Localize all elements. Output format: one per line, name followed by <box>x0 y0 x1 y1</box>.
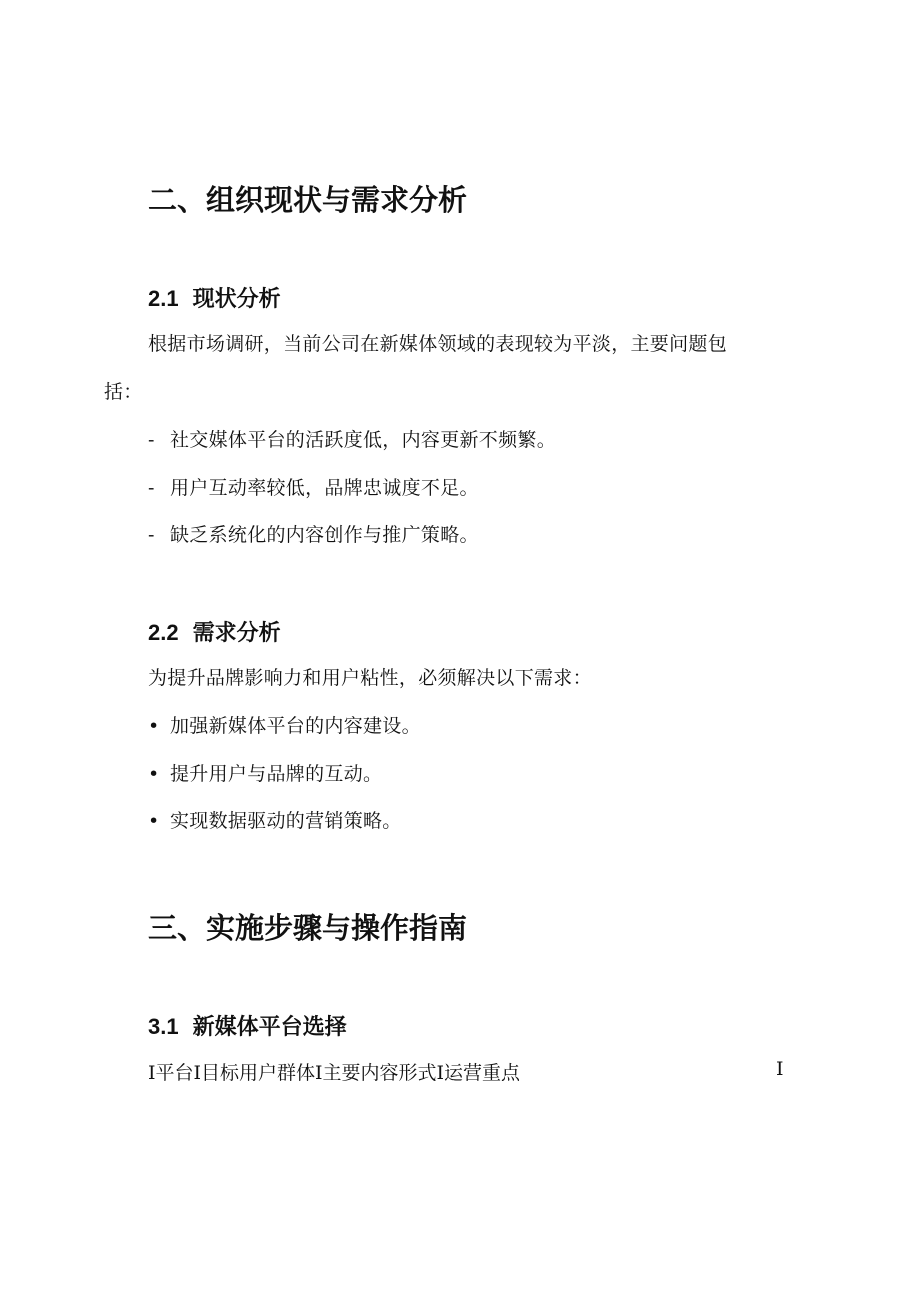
subsection-title: 新媒体平台选择 <box>192 1015 347 1040</box>
dash-marker: - <box>148 524 155 546</box>
paragraph-line: 根据市场调研，当前公司在新媒体领域的表现较为平淡，主要问题包 <box>148 333 728 355</box>
list-item <box>148 759 382 786</box>
dash-marker: - <box>148 429 155 451</box>
section-2-heading: 二、组织现状与需求分析 <box>148 183 468 217</box>
bullet-marker: • <box>148 763 160 785</box>
subsection-title: 现状分析 <box>192 287 281 312</box>
bullet-marker: • <box>148 715 160 737</box>
list-item-text: 用户互动率较低，品牌忠诚度不足。 <box>170 477 479 499</box>
subsection-2-2-heading <box>148 616 281 647</box>
list-item-text: 提升用户与品牌的互动。 <box>170 763 383 785</box>
list-item-text: 实现数据驱动的营销策略。 <box>170 810 402 832</box>
list-item <box>148 473 479 500</box>
subsection-3-1-heading <box>148 1010 347 1041</box>
list-item <box>148 711 421 738</box>
subsection-number: 2.2 <box>148 620 179 645</box>
subsection-title: 需求分析 <box>192 621 281 646</box>
list-item-text: 社交媒体平台的活跃度低，内容更新不频繁。 <box>170 429 557 451</box>
list-item-text: 加强新媒体平台的内容建设。 <box>170 715 421 737</box>
paragraph-line: 为提升品牌影响力和用户粘性，必须解决以下需求： <box>148 667 592 689</box>
subsection-number: 3.1 <box>148 1014 179 1039</box>
subsection-2-1-heading <box>148 282 281 313</box>
table-header-row-end: I <box>776 1058 784 1080</box>
list-item <box>148 520 479 547</box>
subsection-number: 2.1 <box>148 286 179 311</box>
table-header-row: I平台I目标用户群体I主要内容形式I运营重点 <box>148 1062 521 1084</box>
list-item <box>148 425 556 452</box>
paragraph-line: 括： <box>104 381 143 403</box>
list-item <box>148 806 402 833</box>
bullet-marker: • <box>148 810 160 832</box>
dash-marker: - <box>148 477 155 499</box>
section-3-heading: 三、实施步骤与操作指南 <box>148 911 468 945</box>
list-item-text: 缺乏系统化的内容创作与推广策略。 <box>170 524 479 546</box>
